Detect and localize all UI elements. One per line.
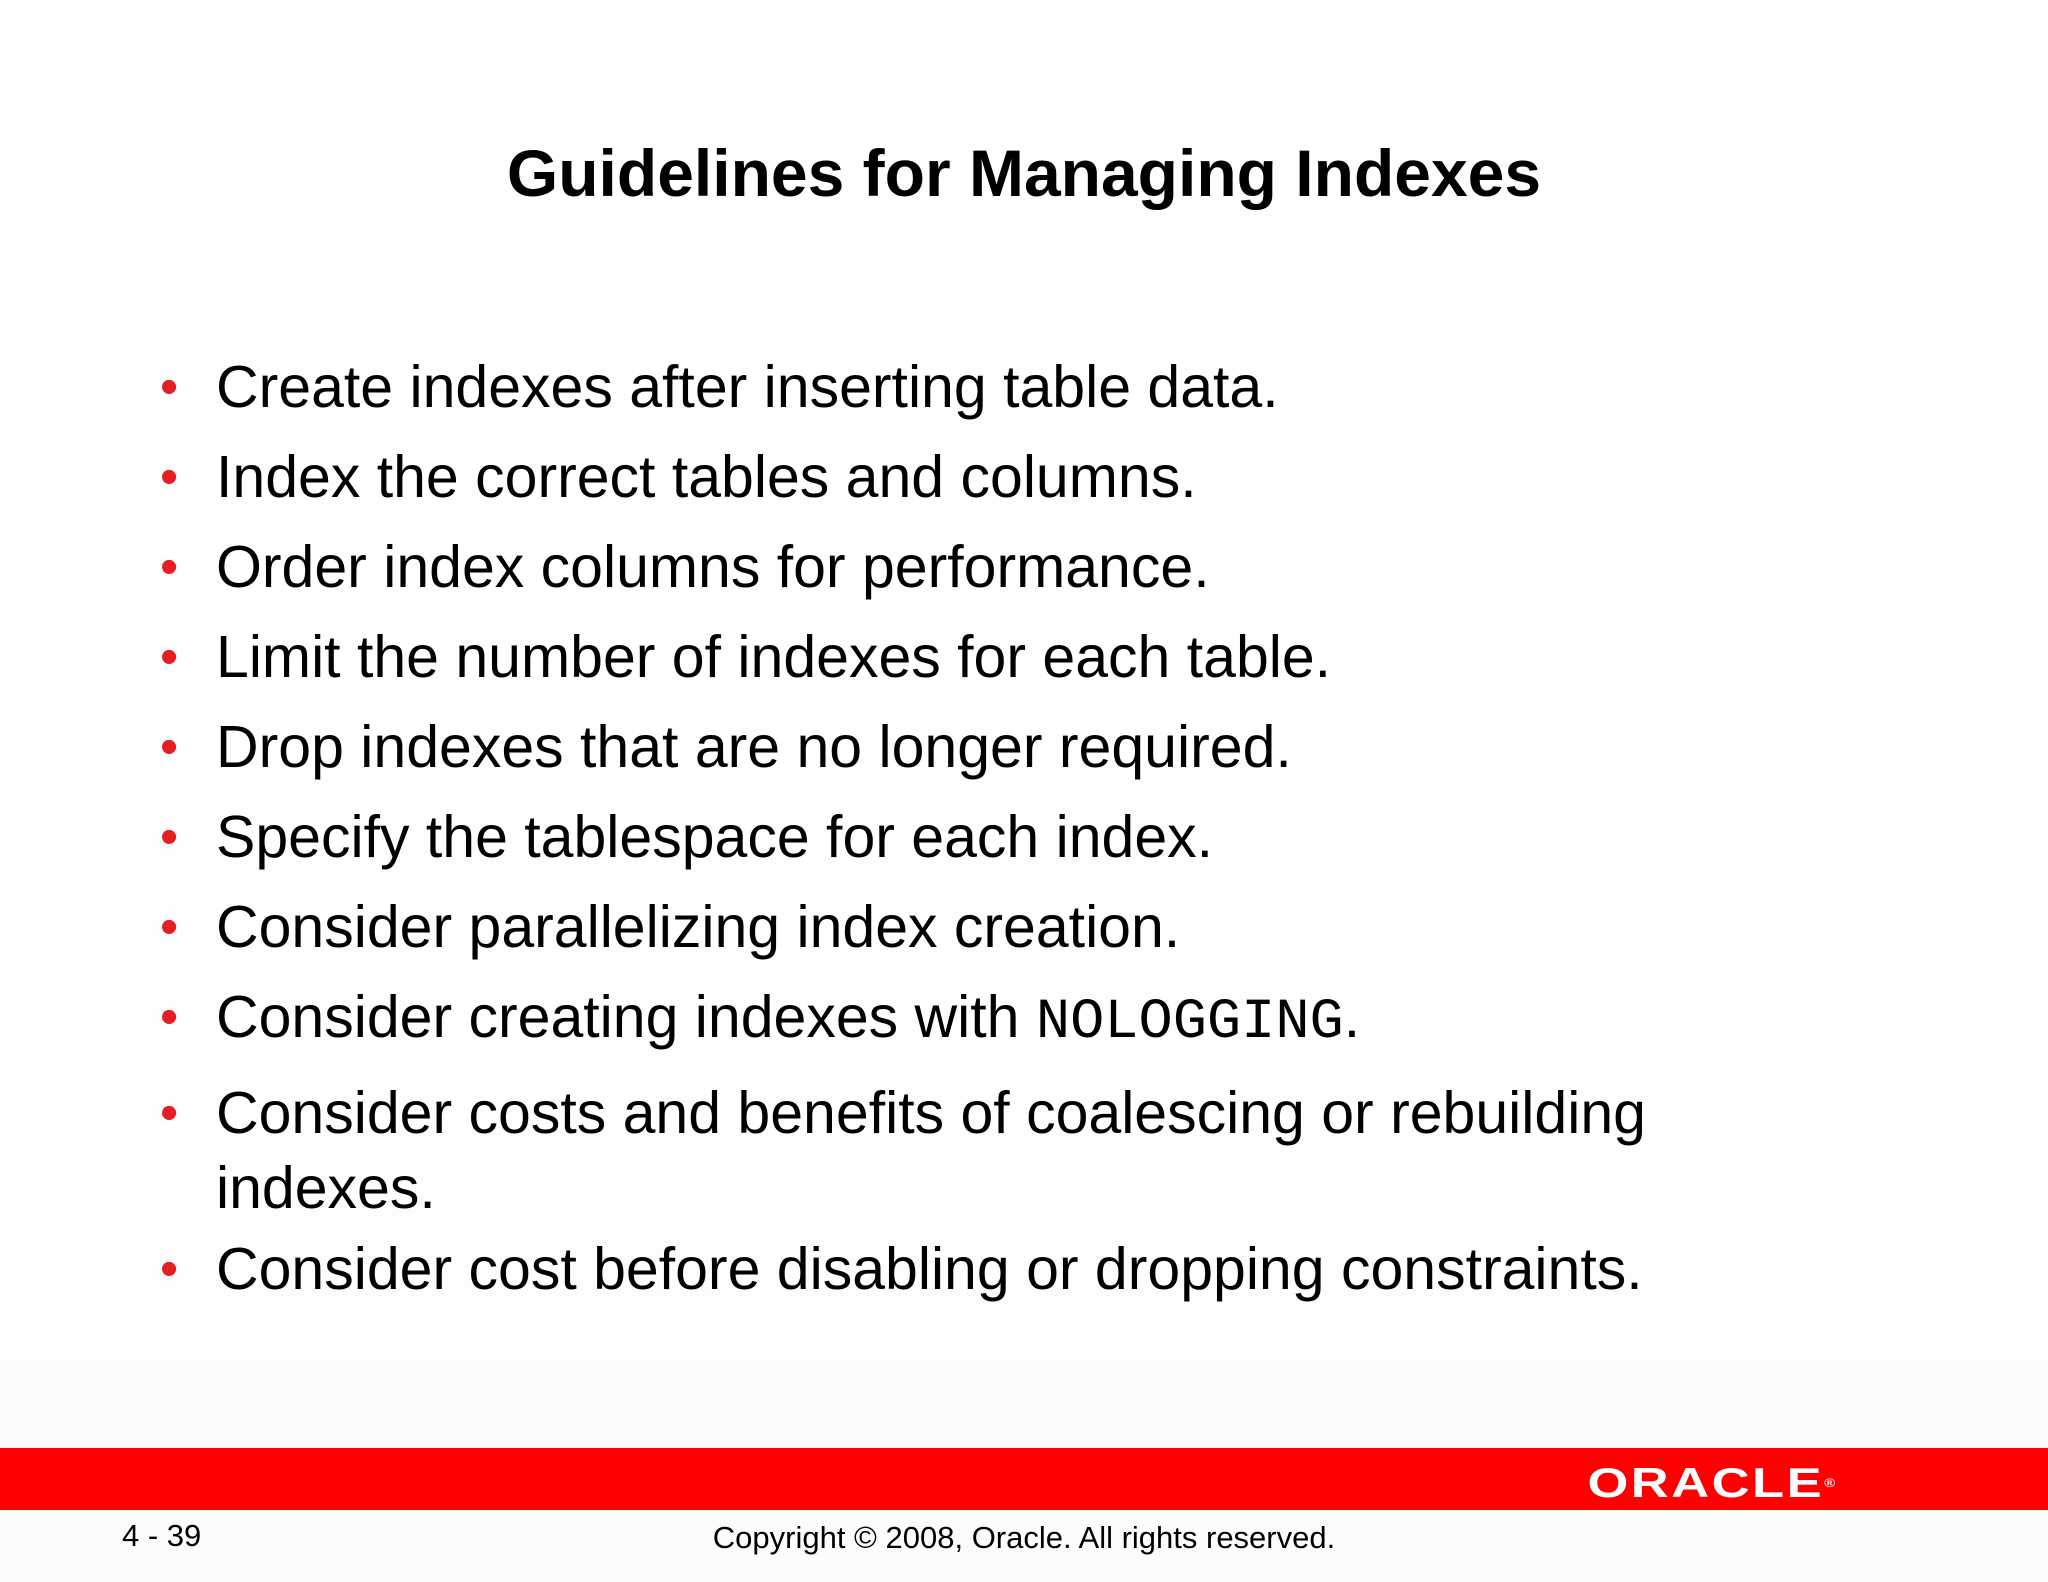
bullet-list xyxy=(160,350,1860,1322)
list-item xyxy=(160,530,1860,605)
list-item xyxy=(160,980,1860,1061)
list-item xyxy=(160,1076,1860,1226)
bullet-icon: • xyxy=(160,808,179,866)
bullet-text: Order index columns for performance. xyxy=(216,534,1210,600)
list-item xyxy=(160,620,1860,695)
bullet-text: Create indexes after inserting table data. xyxy=(216,354,1279,420)
bullet-icon: • xyxy=(160,718,179,776)
list-item xyxy=(160,800,1860,875)
code-keyword: NOLOGGING xyxy=(1035,991,1344,1055)
bullet-text: Consider cost before disabling or dropping constraints. xyxy=(216,1236,1643,1302)
bullet-icon: • xyxy=(160,448,179,506)
bullet-icon: • xyxy=(160,988,179,1046)
list-item xyxy=(160,1232,1860,1307)
bullet-text: Index the correct tables and columns. xyxy=(216,444,1197,510)
copyright-notice: Copyright © 2008, Oracle. All rights reserved. xyxy=(712,1520,1336,1555)
bullet-icon: • xyxy=(160,538,179,596)
bullet-text: Drop indexes that are no longer required. xyxy=(216,714,1292,780)
bullet-text-end: . xyxy=(1343,984,1361,1050)
bullet-text: Limit the number of indexes for each table. xyxy=(216,624,1332,690)
bullet-text: Specify the tablespace for each index. xyxy=(216,804,1214,870)
bullet-icon: • xyxy=(160,898,179,956)
bullet-icon: • xyxy=(160,1240,179,1298)
bullet-text-line-1: Consider costs and benefits of coalescing or rebuilding xyxy=(216,1080,1646,1146)
list-item xyxy=(160,440,1860,515)
bullet-icon: • xyxy=(160,628,179,686)
oracle-logo-text: ORACLE xyxy=(1587,1459,1824,1506)
bullet-text: Consider parallelizing index creation. xyxy=(216,894,1181,960)
list-item xyxy=(160,890,1860,965)
bullet-icon: • xyxy=(160,358,179,416)
list-item xyxy=(160,710,1860,785)
page-number: 4 - 39 xyxy=(122,1518,202,1553)
list-item xyxy=(160,350,1860,425)
bullet-icon: • xyxy=(160,1084,179,1142)
oracle-logo xyxy=(1587,1459,1835,1506)
registered-mark: ® xyxy=(1823,1476,1835,1490)
bullet-text-line-2: indexes. xyxy=(216,1155,436,1221)
bullet-text: Consider creating indexes with xyxy=(216,984,1036,1050)
slide-title: Guidelines for Managing Indexes xyxy=(506,136,1542,210)
